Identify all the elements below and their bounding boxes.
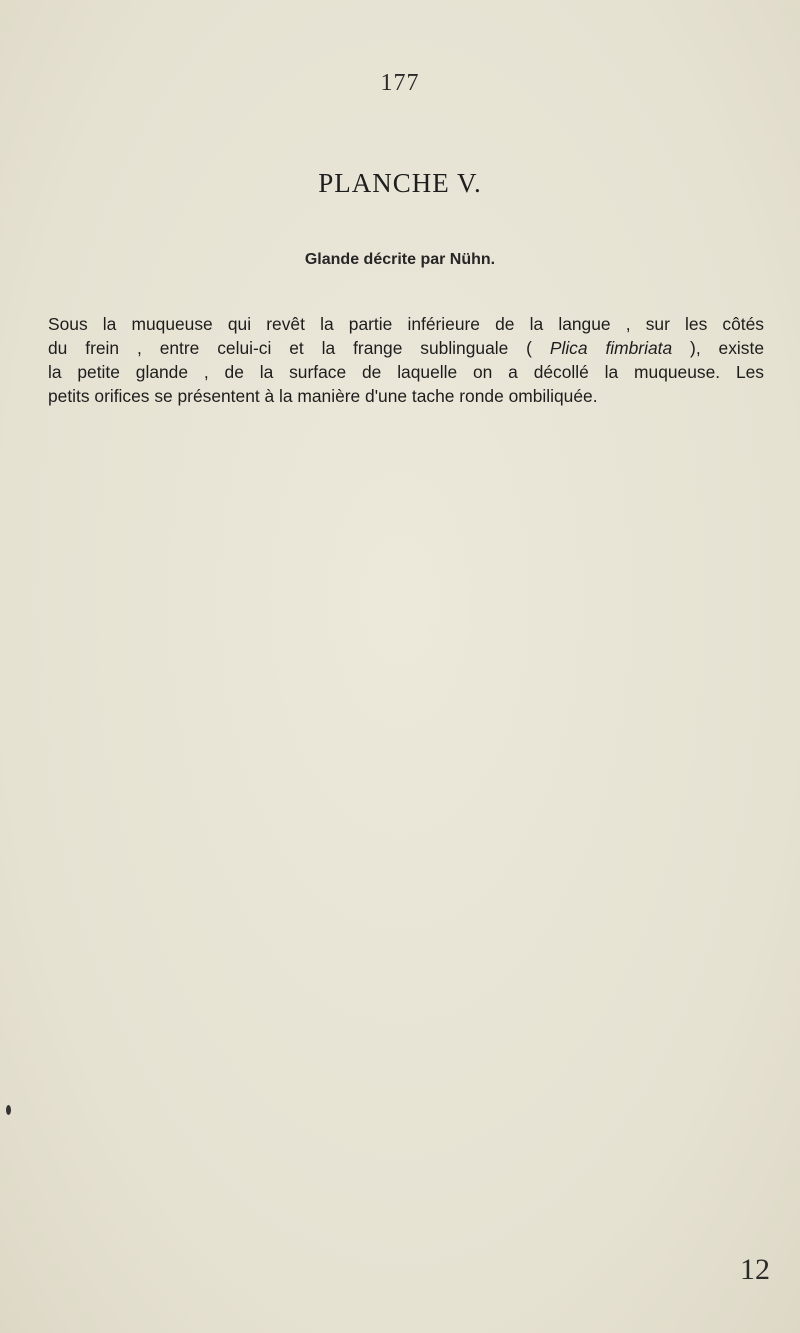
- plate-subtitle: Glande décrite par Nühn.: [304, 251, 496, 268]
- paragraph-line-2-end: ), existe: [672, 338, 764, 358]
- plate-title: PLANCHE V.: [318, 168, 482, 198]
- paragraph-line-2-start: du frein , entre celui-ci et la frange sublinguale (: [48, 338, 550, 358]
- description-paragraph: [48, 312, 764, 408]
- paragraph-line-1: Sous la muqueuse qui revêt la partie inférieure de la langue , sur les côtés: [48, 314, 764, 334]
- paragraph-line-2: [48, 336, 764, 360]
- paragraph-line-4: petits orifices se présentent à la manière d'une tache ronde ombiliquée.: [48, 386, 598, 406]
- ink-speck: [6, 1105, 11, 1115]
- latin-term: Plica fimbriata: [549, 338, 673, 358]
- paragraph-line-3: la petite glande , de la surface de laquelle on a décollé la muqueuse. Les: [48, 362, 764, 382]
- page-number: 177: [380, 70, 420, 96]
- signature-mark: 12: [740, 1253, 770, 1286]
